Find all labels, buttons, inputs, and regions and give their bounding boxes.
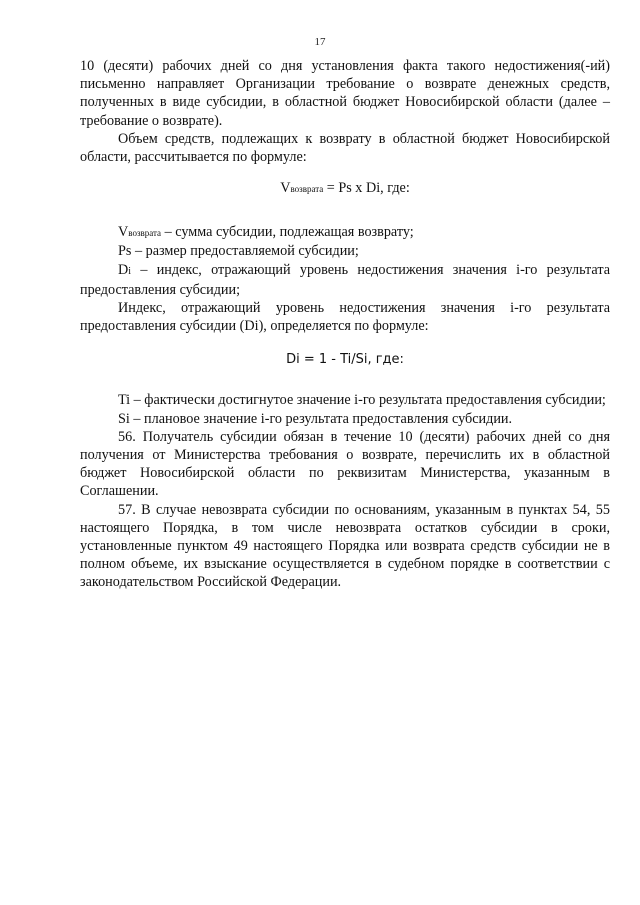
definition-v-refund bbox=[80, 223, 610, 242]
def-di-subscript: i bbox=[128, 265, 132, 277]
document-body bbox=[80, 57, 610, 592]
def-v-symbol: V bbox=[118, 224, 129, 241]
formula-index: Di = 1 - Ti/Si, где: bbox=[286, 352, 404, 368]
paragraph-volume-formula-intro: Объем средств, подлежащих к возврату в областной бюджет Новосибирской области, рассчитывается по формуле: bbox=[80, 130, 610, 166]
definition-ti: Ti – фактически достигнутое значение i-го результата предоставления субсидии; bbox=[118, 392, 606, 409]
def-di-symbol: D bbox=[118, 261, 129, 278]
definition-di bbox=[80, 261, 610, 299]
paragraph-57: 57. В случае невозврата субсидии по основаниям, указанным в пунктах 54, 55 настоящего Порядка, в том числе невозврата остатков субсидии в сроки, установленные пунктом 49 настоящего Порядка или возврата средств субсидии не в полном объеме, их взыскание осуществляется в судебном порядке в соответствии с законодательством Российской Федерации. bbox=[80, 501, 610, 591]
formula-v-subscript: возврата bbox=[290, 184, 324, 195]
formula-refund-volume bbox=[80, 179, 610, 198]
paragraph-continuation: 10 (десяти) рабочих дней со дня установления факта такого недостижения(-ий) письменно направляет Организации требование о возврате денежных средств, полученных в виде субсидии, в областной бюджет Новосибирской области (далее – требование о возврате). bbox=[80, 58, 610, 129]
paragraph-56: 56. Получатель субсидии обязан в течение 10 (десяти) рабочих дней со дня получения от Министерства требования о возврате, перечислить их в областной бюджет Новосибирской области по реквизитам Министерства, указанным в Соглашении. bbox=[80, 428, 610, 500]
page-number: 17 bbox=[314, 36, 326, 48]
definition-ps: Ps – размер предоставляемой субсидии; bbox=[118, 243, 359, 260]
def-di-text: – индекс, отражающий уровень недостижения значения i-го результата предоставления субсидии; bbox=[80, 261, 610, 298]
paragraph-index-formula-intro: Индекс, отражающий уровень недостижения значения i-го результата предоставления субсидии (Di), определяется по формуле: bbox=[80, 300, 610, 335]
formula-refund-expression: = Ps x Di, где: bbox=[323, 180, 410, 197]
def-v-subscript: возврата bbox=[128, 228, 162, 239]
definition-si: Si – плановое значение i-го результата предоставления субсидии. bbox=[118, 410, 513, 427]
def-v-text: – сумма субсидии, подлежащая возврату; bbox=[161, 224, 414, 241]
formula-v-symbol: V bbox=[280, 180, 291, 197]
